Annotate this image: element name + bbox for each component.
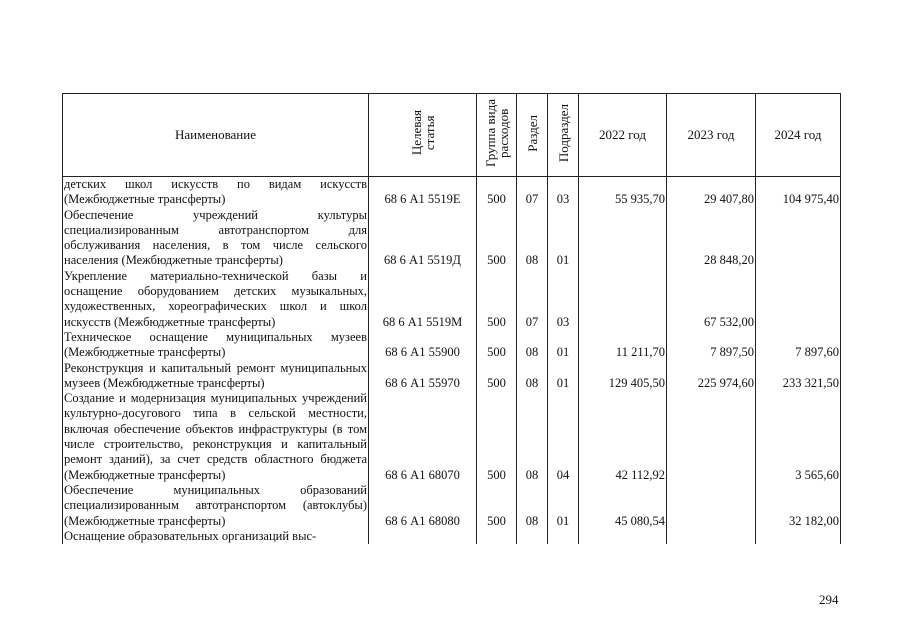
row-value-2023: 67 532,00 (667, 269, 756, 330)
table-row (63, 361, 841, 392)
header-2022: 2022 год (579, 94, 667, 177)
row-section: 08 (517, 361, 548, 392)
header-expense-group-line2: расходов (495, 108, 511, 158)
row-value-2024 (756, 529, 841, 544)
row-name: Техническое оснащение муниципальных музеев (Межбюджетные трансферты) (64, 329, 367, 360)
row-value-2023 (667, 391, 756, 483)
row-subsection: 01 (548, 361, 579, 392)
table-row (63, 529, 841, 544)
row-value-2022: 55 935,70 (579, 177, 667, 208)
row-value-2024: 32 182,00 (756, 483, 841, 529)
row-expense-group: 500 (477, 208, 517, 269)
row-subsection: 04 (548, 391, 579, 483)
table-row (63, 330, 841, 361)
row-section: 07 (517, 177, 548, 208)
row-expense-group: 500 (477, 361, 517, 392)
row-value-2022: 129 405,50 (579, 361, 667, 392)
header-target-article-line2: статья (421, 115, 437, 151)
table-row (63, 483, 841, 529)
row-subsection: 03 (548, 269, 579, 330)
budget-table (62, 93, 841, 544)
row-name: Обеспечение учреждений культуры специализированным автотранспортом для обслуживания населения, в том числе сельского населения (Межбюджетные трансферты) (64, 207, 367, 268)
row-target-article: 68 6 А1 55900 (369, 330, 477, 361)
row-target-article: 68 6 А1 5519Е (369, 177, 477, 208)
row-expense-group: 500 (477, 269, 517, 330)
table-row (63, 269, 841, 330)
header-section-label: Раздел (524, 114, 540, 152)
row-target-article (369, 529, 477, 544)
row-name: Оснащение образовательных организаций выс- (63, 529, 369, 544)
row-target-article: 68 6 А1 68080 (369, 483, 477, 529)
table-row (63, 177, 841, 208)
row-value-2023: 7 897,50 (667, 330, 756, 361)
row-value-2024: 233 321,50 (756, 361, 841, 392)
table-row (63, 208, 841, 269)
header-expense-group-line1: Группа вида (482, 99, 498, 167)
row-value-2024: 104 975,40 (756, 177, 841, 208)
header-2023: 2023 год (667, 94, 756, 177)
row-expense-group (477, 529, 517, 544)
row-value-2023: 28 848,20 (667, 208, 756, 269)
header-expense-group (477, 94, 517, 177)
row-section (517, 529, 548, 544)
row-section: 07 (517, 269, 548, 330)
row-value-2024: 7 897,60 (756, 330, 841, 361)
header-2024: 2024 год (756, 94, 841, 177)
header-subsection (548, 94, 579, 177)
table-header-row (63, 94, 841, 177)
row-name: детских школ искусств по видам искусств (Межбюджетные трансферты) (64, 177, 367, 207)
row-subsection: 01 (548, 483, 579, 529)
row-name: Создание и модернизация муниципальных учреждений культурно-досугового типа в сельской местности, включая обеспечение объектов инфраструктуры (в том числе строительство, реконструкция и капитальный ремонт зданий), за счет средств областного бюджета (Межбюджетные трансферты) (64, 391, 367, 482)
row-value-2022: 11 211,70 (579, 330, 667, 361)
row-expense-group: 500 (477, 330, 517, 361)
row-subsection: 01 (548, 330, 579, 361)
row-expense-group: 500 (477, 483, 517, 529)
table-row (63, 391, 841, 483)
row-target-article: 68 6 А1 68070 (369, 391, 477, 483)
row-value-2022: 45 080,54 (579, 483, 667, 529)
row-value-2023: 225 974,60 (667, 361, 756, 392)
row-subsection: 03 (548, 177, 579, 208)
row-value-2024 (756, 208, 841, 269)
row-value-2022 (579, 269, 667, 330)
header-name: Наименование (63, 94, 369, 177)
row-target-article: 68 6 А1 5519Д (369, 208, 477, 269)
header-target-article-line1: Целевая (408, 110, 424, 156)
row-section: 08 (517, 330, 548, 361)
row-value-2022 (579, 529, 667, 544)
row-name: Реконструкция и капитальный ремонт муниципальных музеев (Межбюджетные трансферты) (64, 360, 367, 390)
row-value-2022 (579, 208, 667, 269)
header-section (517, 94, 548, 177)
row-value-2024 (756, 269, 841, 330)
page-number: 294 (819, 592, 839, 607)
row-value-2023 (667, 483, 756, 529)
row-target-article: 68 6 А1 55970 (369, 361, 477, 392)
row-name: Укрепление материально-технической базы и оснащение оборудованием детских музыкальных, художественных, хореографических школ и школ искусств (Межбюджетные трансферты) (64, 268, 367, 329)
header-target-article (369, 94, 477, 177)
row-value-2024: 3 565,60 (756, 391, 841, 483)
row-name: Обеспечение муниципальных образований специализированным автотранспортом (автоклубы) (Межбюджетные трансферты) (64, 482, 367, 528)
row-value-2022: 42 112,92 (579, 391, 667, 483)
row-expense-group: 500 (477, 391, 517, 483)
row-subsection (548, 529, 579, 544)
row-section: 08 (517, 391, 548, 483)
header-subsection-label: Подраздел (555, 103, 571, 163)
row-value-2023 (667, 529, 756, 544)
row-target-article: 68 6 А1 5519М (369, 269, 477, 330)
row-section: 08 (517, 483, 548, 529)
row-value-2023: 29 407,80 (667, 177, 756, 208)
row-expense-group: 500 (477, 177, 517, 208)
row-section: 08 (517, 208, 548, 269)
row-subsection: 01 (548, 208, 579, 269)
